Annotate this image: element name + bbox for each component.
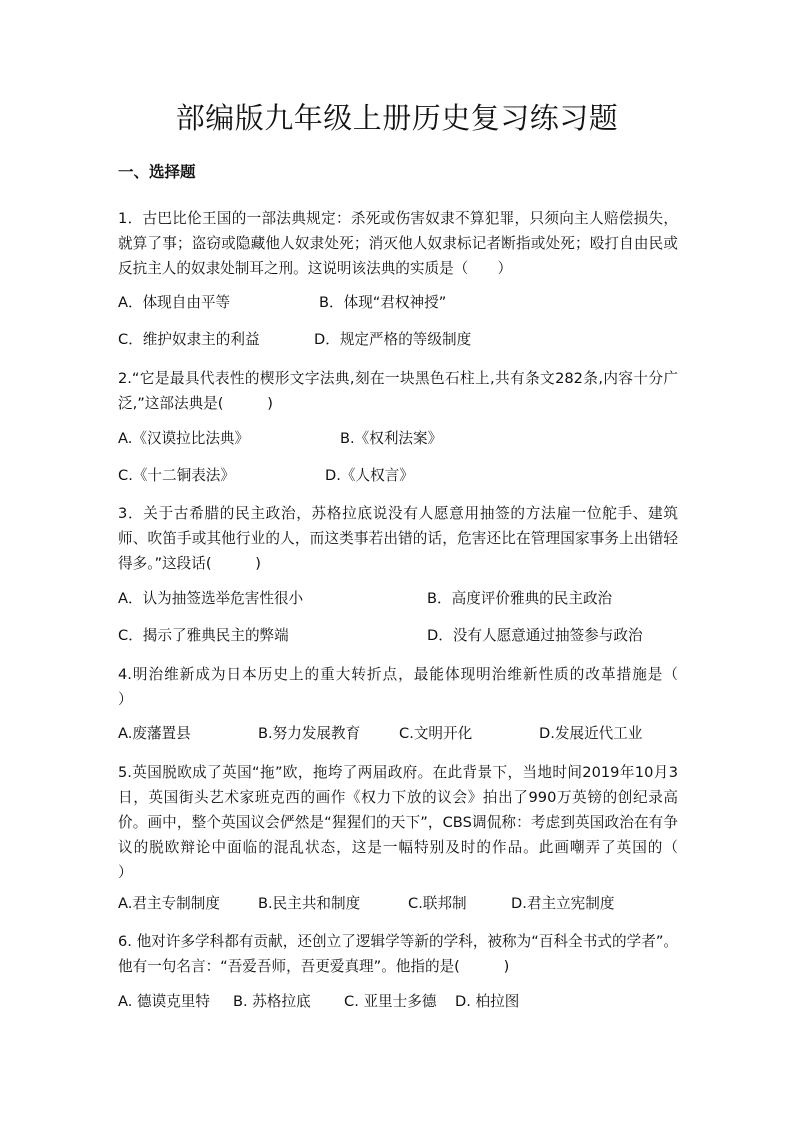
option-a: A.《汉谟拉比法典》 [118,430,250,447]
option-a: A．认为抽签选举危害性很小 [118,590,304,607]
question-6-text: 6. 他对许多学科都有贡献，还创立了逻辑学等新的学科，被称为“百科全书式的学者”。他有一句名言：“吾爱吾师，吾更爱真理”。他指的是( ) [118,933,678,975]
question-5-text: 5.英国脱欧成了英国“拖”欧，拖垮了两届政府。在此背景下，当地时间2019年10月3日，英国街头艺术家班克西的画作《权力下放的议会》拍出了990万英镑的创纪录高价。画中，整个英国议会俨然是“猩猩们的天下”，CBS调侃称：考虑到英国政治在有争议的脱欧辩论中面临的混乱状态，这是一幅特别及时的作品。此画嘲弄了英国的（ ） [118,764,708,881]
question-2-options-row-2 [118,465,678,487]
question-1-options-row-2 [118,329,678,351]
option-d: D. 柏拉图 [455,993,520,1010]
question-5-options-row [118,893,678,915]
option-c: C．维护奴隶主的利益 [118,331,260,348]
question-4-options-row [118,723,678,745]
question-1-text: 1．古巴比伦王国的一部法典规定：杀死或伤害奴隶不算犯罪，只须向主人赔偿损失，就算了事；盗窃或隐藏他人奴隶处死；消灭他人奴隶标记者断指或处死；殴打自由民或反抗主人的奴隶处制耳之刑。这说明该法典的实质是（ ） [118,210,678,277]
option-d: D.发展近代工业 [539,725,643,742]
question-3-options-row-2 [118,625,678,647]
question-2-options-row-1 [118,428,678,450]
option-a: A．体现自由平等 [118,294,231,311]
option-d: D．没有人愿意通过抽签参与政治 [427,627,643,644]
option-d: D.君主立宪制度 [511,895,615,912]
option-c: C. 亚里士多德 [344,993,437,1010]
option-c: C.《十二铜表法》 [118,467,235,484]
question-2-text: 2.“它是最具代表性的楔形文字法典,刻在一块黑色石柱上,共有条文282条,内容十分广泛,”这部法典是( ) [118,370,678,412]
question-3-options-row-1 [118,588,678,610]
question-3-text: 3．关于古希腊的民主政治，苏格拉底说没有人愿意用抽签的方法雇一位舵手、建筑师、吹笛手或其他行业的人，而这类事若出错的话，危害还比在管理国家事务上出错轻得多。”这段话( ) [118,505,678,572]
option-d: D．规定严格的等级制度 [314,331,472,348]
option-d: D.《人权言》 [325,467,414,484]
page-title: 部编版九年级上册历史复习练习题 [175,101,619,135]
section-heading: 一、选择题 [118,163,196,181]
option-b: B．高度评价雅典的民主政治 [427,590,613,607]
option-c: C.文明开化 [399,725,473,742]
option-b: B.《权利法案》 [340,430,443,447]
option-a: A. 德谟克里特 [118,993,210,1010]
option-b: B．体现“君权神授” [319,294,447,311]
option-b: B. 苏格拉底 [233,993,311,1010]
option-a: A.废藩置县 [118,725,191,742]
option-c: C.联邦制 [408,895,467,912]
question-1-options-row-1 [118,292,678,314]
option-b: B.民主共和制度 [258,895,361,912]
question-6-options-row [118,991,678,1013]
question-4-text: 4.明治维新成为日本历史上的重大转折点，最能体现明治维新性质的改革措施是（ ） [118,666,708,708]
option-b: B.努力发展教育 [258,725,361,742]
option-a: A.君主专制制度 [118,895,220,912]
option-c: C．揭示了雅典民主的弊端 [118,627,289,644]
